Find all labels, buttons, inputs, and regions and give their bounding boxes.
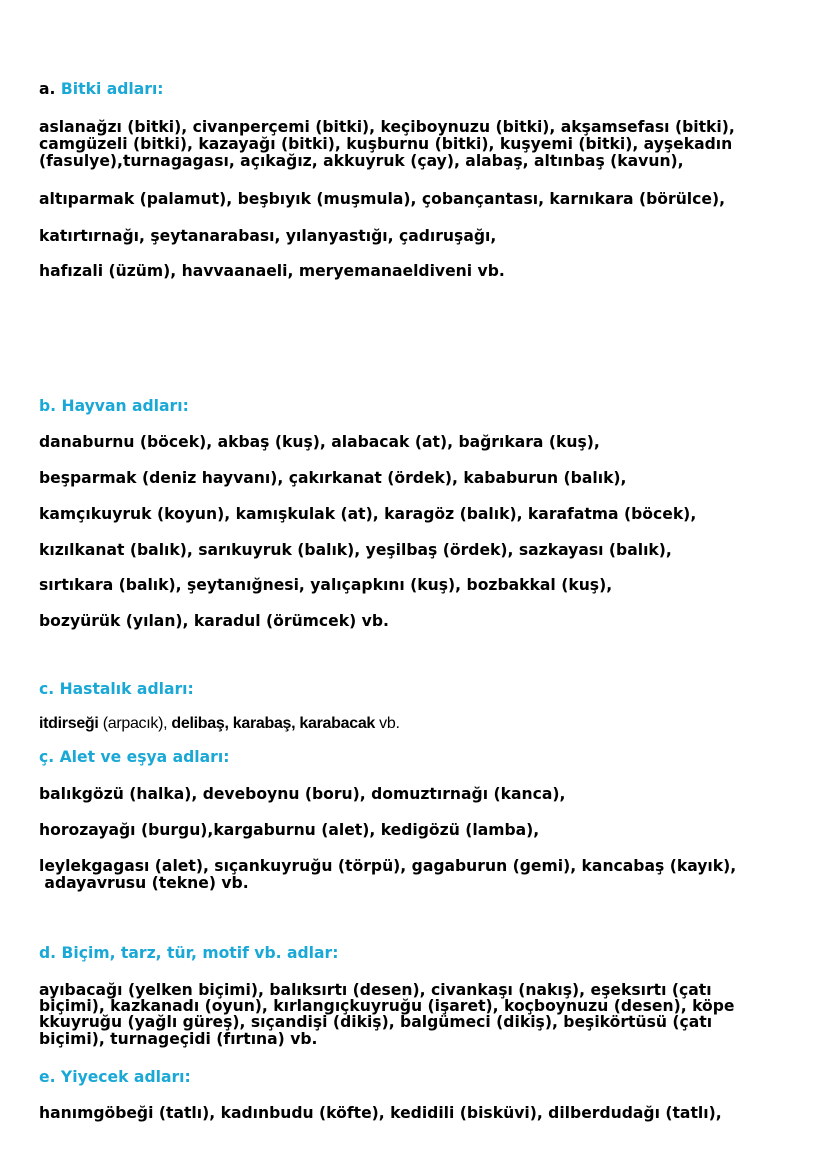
section-b-line: danaburnu (böcek), akbaş (kuş), alabacak (at), bağrıkara (kuş), (39, 433, 600, 451)
section-d-line: ayıbacağı (yelken biçimi), balıksırtı (desen), civankaşı (nakış), eşeksırtı (çatı (39, 981, 712, 999)
section-c-gloss-1: (arpacık), (98, 715, 172, 732)
section-b-line: beşparmak (deniz hayvanı), çakırkanat (ördek), kababurun (balık), (39, 469, 627, 487)
section-b-line: sırtıkara (balık), şeytanığnesi, yalıçapkını (kuş), bozbakkal (kuş), (39, 576, 613, 594)
section-a-line: camgüzeli (bitki), kazayağı (bitki), kuşburnu (bitki), kuşyemi (bitki), ayşekadın (39, 135, 733, 153)
section-b-line: kamçıkuyruk (koyun), kamışkulak (at), karagöz (balık), karafatma (böcek), (39, 505, 697, 523)
section-d-title: d. Biçim, tarz, tür, motif vb. adlar: (39, 944, 339, 962)
section-a-line: (fasulye),turnagagası, açıkağız, akkuyruk (çay), alabaş, altınbaş (kavun), (39, 152, 684, 170)
section-d-line: biçimi), turnageçidi (fırtına) vb. (39, 1030, 318, 1048)
section-c-gloss-2: vb. (375, 715, 400, 732)
section-d-line: kkuyruğu (yağlı güreş), sıçandişi (dikiş), balgümeci (dikiş), beşikörtüsü (çatı (39, 1013, 713, 1031)
section-a-line: hafızali (üzüm), havvaanaeli, meryemanaeldiveni vb. (39, 262, 505, 280)
section-cc-line: horozayağı (burgu),kargaburnu (alet), kedigözü (lamba), (39, 821, 540, 839)
section-cc-line: leylekgagası (alet), sıçankuyruğu (törpü), gagaburun (gemi), kancabaş (kayık), (39, 857, 737, 875)
section-a-title: Bitki adları: (60, 80, 164, 98)
section-b-line: bozyürük (yılan), karadul (örümcek) vb. (39, 612, 389, 630)
section-cc-title: ç. Alet ve eşya adları: (39, 748, 230, 766)
section-a-heading (39, 81, 164, 98)
section-b-line: kızılkanat (balık), sarıkuyruk (balık), yeşilbaş (ördek), sazkayası (balık), (39, 541, 672, 559)
section-e-line: hanımgöbeği (tatlı), kadınbudu (köfte), kedidili (bisküvi), dilberdudağı (tatlı), (39, 1104, 722, 1122)
section-c-line (39, 715, 400, 732)
section-c-title: c. Hastalık adları: (39, 680, 194, 698)
section-a-line: altıparmak (palamut), beşbıyık (muşmula), çobançantası, karnıkara (börülce), (39, 190, 726, 208)
section-a-line: aslanağzı (bitki), civanperçemi (bitki), keçiboynuzu (bitki), akşamsefası (bitki), (39, 118, 735, 136)
section-b-title: b. Hayvan adları: (39, 397, 189, 415)
section-cc-line: adayavrusu (tekne) vb. (39, 874, 249, 892)
section-cc-line: balıkgözü (halka), deveboynu (boru), domuztırnağı (kanca), (39, 785, 566, 803)
section-e-title: e. Yiyecek adları: (39, 1068, 191, 1086)
section-c-word-1: itdirseği (39, 715, 99, 732)
section-a-prefix: a. (39, 80, 56, 98)
section-d-line: biçimi), kazkanadı (oyun), kırlangıçkuyruğu (işaret), koçboynuzu (desen), köpe (39, 997, 735, 1015)
section-c-word-2: delibaş, karabaş, karabacak (171, 715, 376, 732)
section-a-line: katırtırnağı, şeytanarabası, yılanyastığı, çadıruşağı, (39, 227, 497, 245)
